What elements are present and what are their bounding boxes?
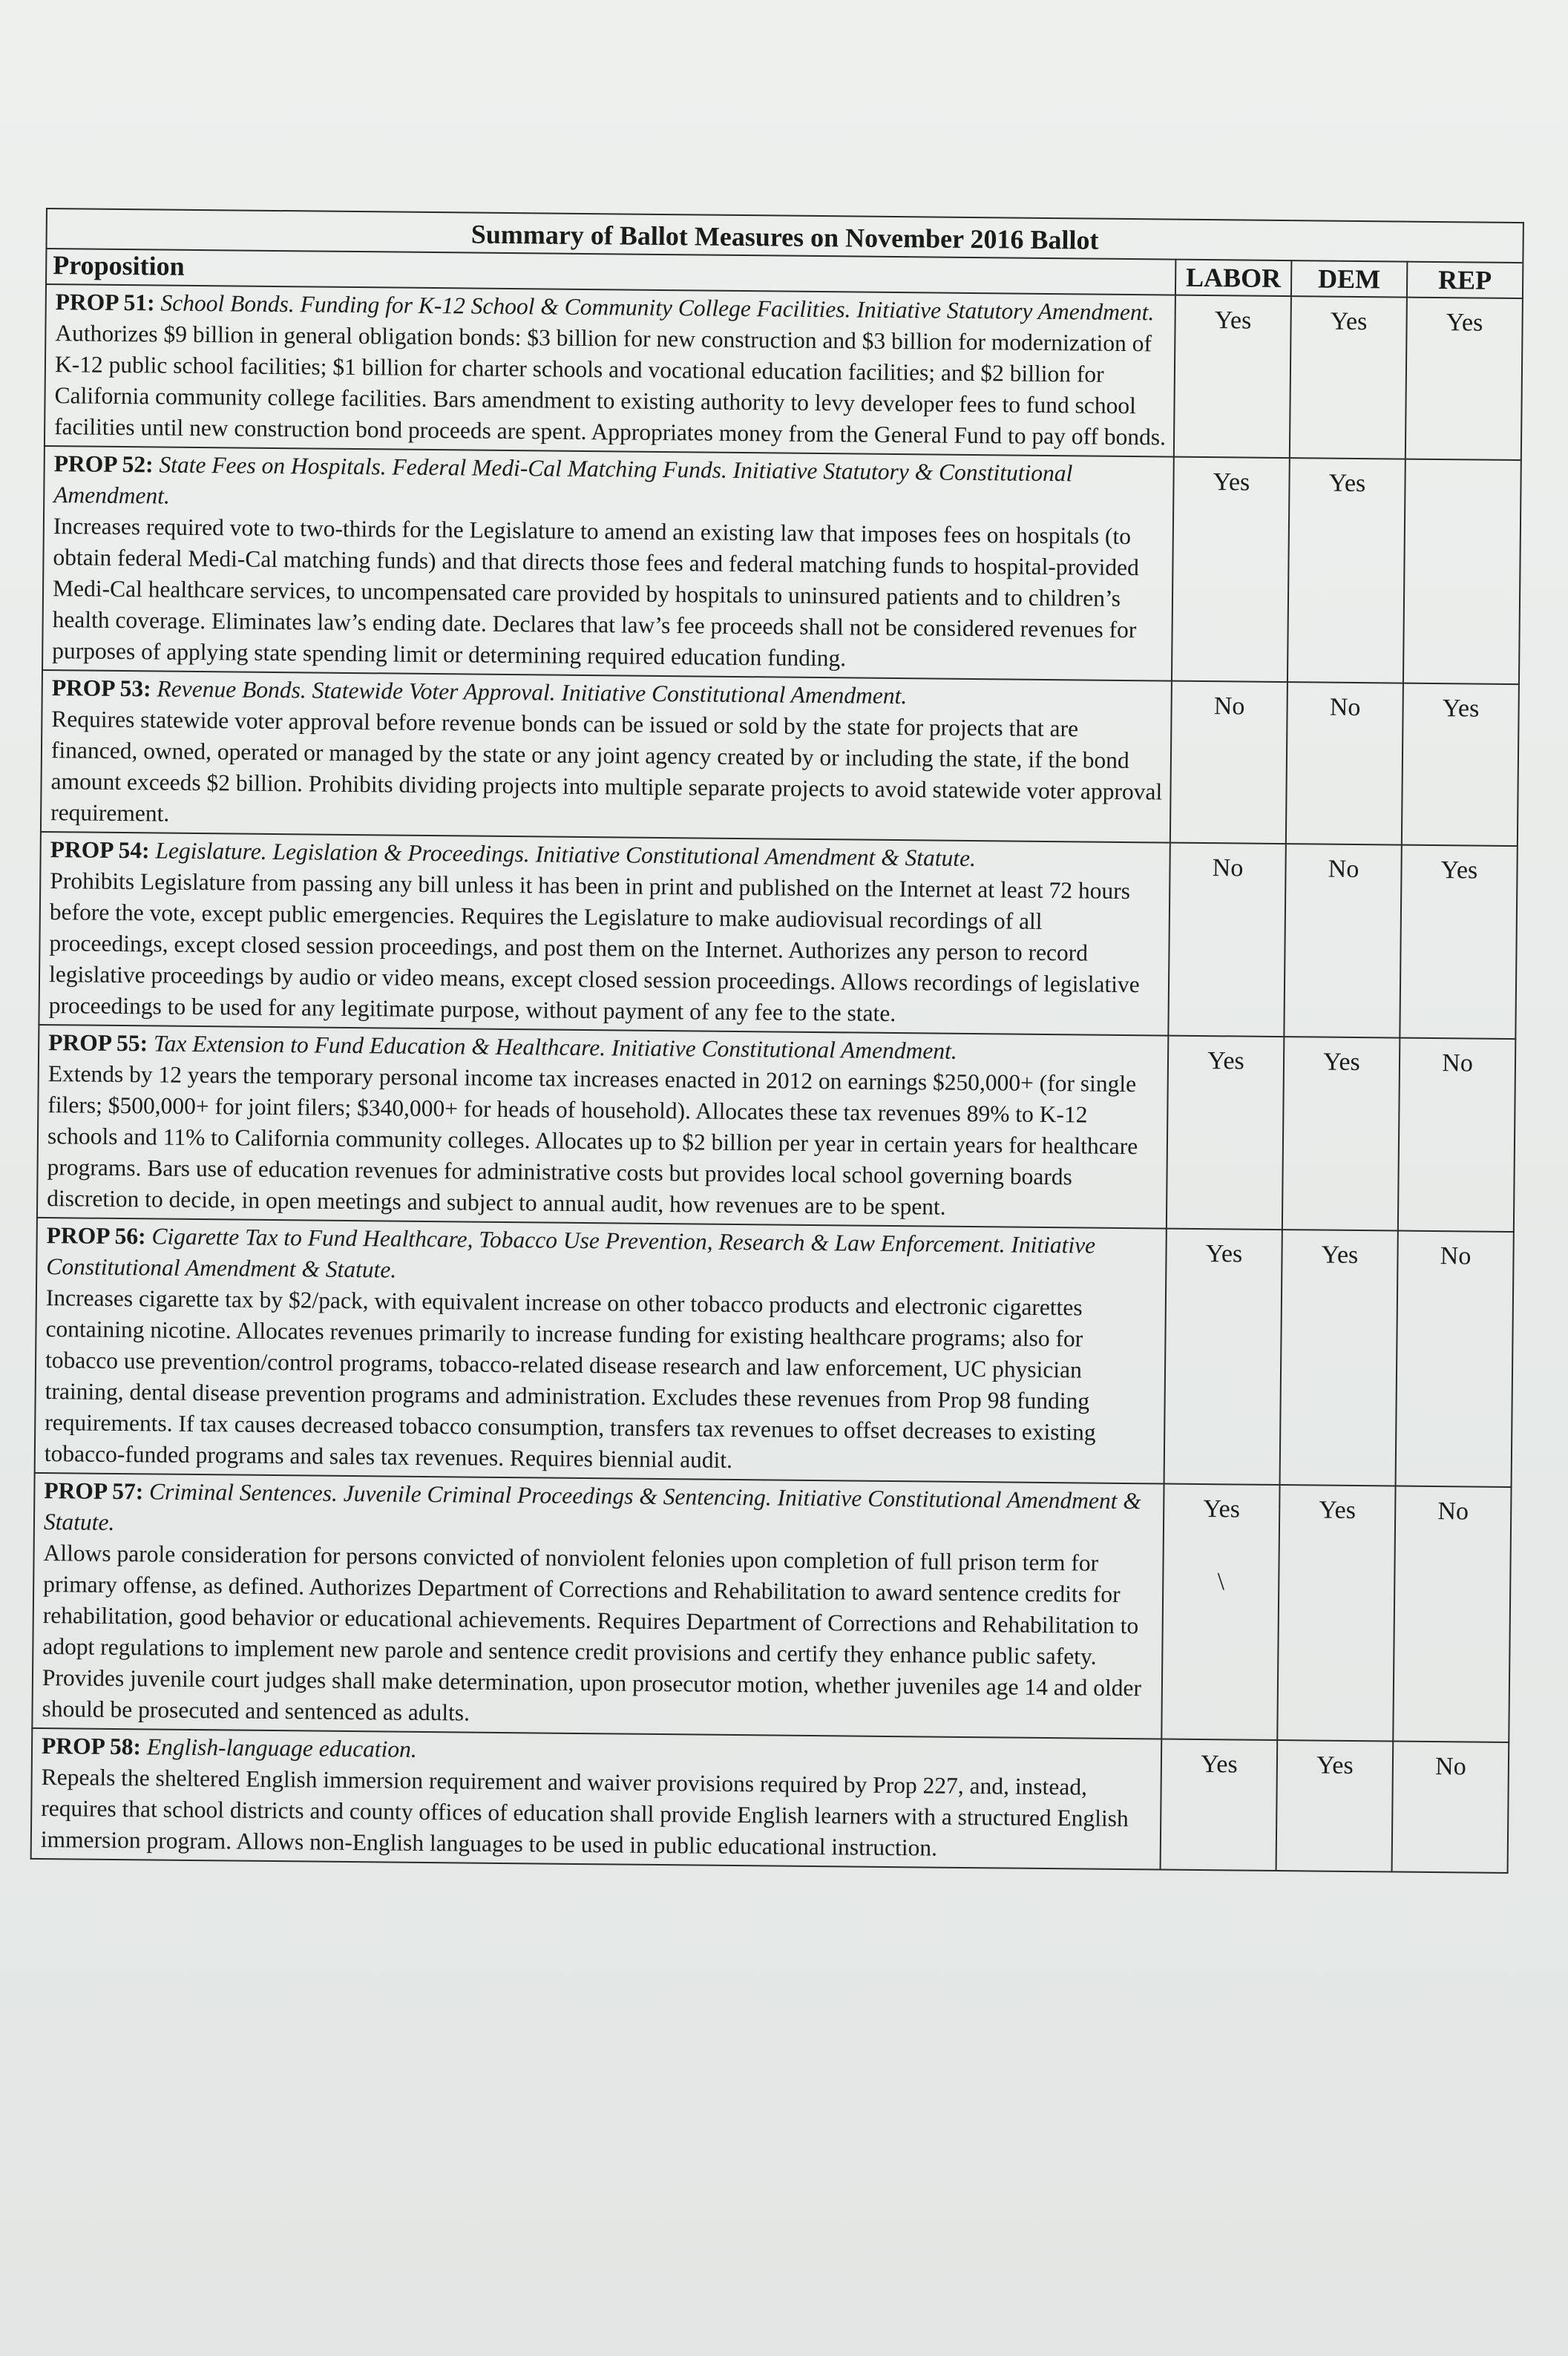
header-proposition: Proposition [46, 249, 1175, 295]
proposition-cell [37, 1025, 1168, 1229]
proposition-cell [39, 832, 1170, 1036]
proposition-title: School Bonds. Funding for K-12 School & Community College Facilities. Initiative Statutory Amendment. [160, 289, 1155, 326]
dem-vote: No [1286, 682, 1403, 844]
proposition-description: Authorizes $9 billion in general obligation bonds: $3 billion for new construction and $3 billion for modernization of K-12 public school facilities; $1 billion for charter schools and vocational education facilities; and $2 billion for California community college facilities. Bars amendment to existing authority to levy developer fees to fund school facilities until new construction bond proceeds are spent. Appropriates money from the General Fund to pay off bonds. [54, 320, 1167, 450]
dem-vote: Yes [1287, 458, 1405, 683]
dem-vote: Yes [1282, 1037, 1400, 1230]
header-dem: DEM [1291, 260, 1407, 297]
rep-vote: Yes [1405, 298, 1523, 460]
dem-vote: Yes [1277, 1485, 1395, 1741]
proposition-description: Prohibits Legislature from passing any bill unless it has been in print and published on the Internet at least 72 hours before the vote, except public emergencies. Requires the Legislature to make audiovisual recordings of all proceedings, except closed session proceedings, and post them on the Internet. Authorizes any person to record legislative proceedings by audio or video means, except closed session proceedings. Allows recordings of legislative proceedings to be used for any legitimate purpose, without payment of any fee to the state. [48, 867, 1140, 1027]
proposition-number: PROP 57: [44, 1477, 144, 1505]
labor-vote: Yes [1167, 1036, 1284, 1230]
proposition-number: PROP 58: [41, 1733, 142, 1760]
labor-vote: Yes [1172, 457, 1290, 682]
labor-vote: Yes [1164, 1229, 1282, 1485]
rep-vote [1403, 459, 1521, 684]
labor-vote-cell [1161, 1484, 1279, 1740]
labor-vote: Yes [1203, 1495, 1241, 1523]
proposition-number: PROP 54: [50, 836, 150, 864]
proposition-description: Repeals the sheltered English immersion requirement and waiver provisions required by Prop 227, and, instead, requires that school districts and county offices of education shall provide English learners with a structured English immersion program. Allows non-English languages to be used in public educational instruction. [40, 1764, 1129, 1861]
proposition-number: PROP 55: [48, 1029, 148, 1057]
proposition-cell [42, 446, 1174, 681]
table-row-prop-58 [31, 1728, 1509, 1873]
ballot-measures-table [30, 208, 1524, 1874]
proposition-number: PROP 52: [53, 450, 154, 478]
table-row-prop-53 [41, 670, 1519, 846]
table-row-prop-54 [39, 832, 1517, 1039]
proposition-number: PROP 56: [46, 1222, 146, 1250]
table-title: Summary of Ballot Measures on November 2016 Ballot [46, 209, 1523, 263]
table-row-prop-57 [32, 1473, 1511, 1742]
proposition-cell [35, 1218, 1167, 1484]
table-row-prop-55 [37, 1025, 1515, 1232]
table-row-prop-51 [45, 284, 1523, 460]
labor-vote: Yes [1174, 295, 1291, 458]
proposition-title: State Fees on Hospitals. Federal Medi-Cal Matching Funds. Initiative Statutory & Constitutional Amendment. [53, 451, 1073, 509]
dem-vote: No [1284, 844, 1401, 1037]
proposition-title: Criminal Sentences. Juvenile Criminal Proceedings & Sentencing. Initiative Constitutional Amendment & Statute. [43, 1478, 1142, 1535]
proposition-title: Legislature. Legislation & Proceedings. Initiative Constitutional Amendment & Statute. [155, 837, 977, 872]
rep-vote: No [1393, 1486, 1511, 1742]
proposition-heading [46, 1220, 1160, 1293]
proposition-cell [31, 1728, 1162, 1870]
proposition-cell [32, 1473, 1164, 1739]
proposition-cell [41, 670, 1172, 843]
rep-vote: Yes [1400, 845, 1517, 1039]
proposition-description: Increases required vote to two-thirds for the Legislature to amend an existing law that imposes fees on hospitals (to obtain federal Medi-Cal matching funds) and that directs those fees and federal matching funds to hospital-provided Medi-Cal healthcare services, to uncompensated care provided by hospitals to uninsured patients and to children’s health coverage. Eliminates law’s ending date. Declares that law’s fee proceeds shall not be considered revenues for purposes of applying state spending limit or determining required education funding. [52, 513, 1140, 672]
proposition-heading [53, 448, 1167, 521]
labor-vote: No [1168, 843, 1285, 1037]
proposition-title: Tax Extension to Fund Education & Healthcare. Initiative Constitutional Amendment. [153, 1030, 957, 1064]
rep-vote: No [1392, 1742, 1509, 1873]
proposition-title: English-language education. [146, 1733, 417, 1762]
dem-vote: Yes [1290, 296, 1407, 459]
rep-vote: No [1398, 1038, 1515, 1232]
proposition-description: Increases cigarette tax by $2/pack, with equivalent increase on other tobacco products and electronic cigarettes containing nicotine. Allocates revenues primarily to increase funding for existing healthcare programs; also for tobacco use prevention/control programs, tobacco-related disease research and law enforcement, UC physician training, dental disease prevention programs and administration. Excludes these revenues from Prop 98 funding requirements. If tax causes decreased tobacco consumption, transfers tax revenues to offset decreases to existing tobacco-funded programs and sales tax revenues. Requires biennial audit. [44, 1284, 1096, 1473]
header-labor: LABOR [1175, 260, 1291, 296]
dem-vote: Yes [1280, 1230, 1398, 1486]
stray-pen-mark: \ [1217, 1568, 1225, 1596]
dem-vote: Yes [1276, 1740, 1394, 1871]
proposition-title: Revenue Bonds. Statewide Voter Approval. Initiative Constitutional Amendment. [157, 675, 908, 709]
proposition-title: Cigarette Tax to Fund Healthcare, Tobacco Use Prevention, Research & Law Enforcement. Initiative Constitutional Amendment & Statute. [46, 1223, 1096, 1283]
proposition-description: Requires statewide voter approval before revenue bonds can be issued or sold by the state for projects that are financed, owned, operated or managed by the state or any joint agency created by or including the state, if the bond amount exceeds $2 billion. Prohibits dividing projects into multiple separate projects to avoid statewide voter approval requirement. [50, 706, 1163, 827]
proposition-cell [45, 284, 1175, 457]
labor-vote: No [1170, 681, 1287, 844]
proposition-number: PROP 51: [55, 289, 155, 316]
header-rep: REP [1407, 262, 1523, 298]
proposition-number: PROP 53: [51, 675, 151, 702]
ballot-summary-sheet [30, 208, 1523, 1874]
table-row-prop-52 [42, 446, 1521, 684]
proposition-description: Allows parole consideration for persons convicted of nonviolent felonies upon completion of full prison term for primary offense, as defined. Authorizes Department of Corrections and Rehabilitation to award sentence credits for rehabilitation, good behavior or educational achievements. Requires Department of Corrections and Rehabilitation to adopt regulations to implement new parole and sentence credit provisions and certify they enhance public safety. Provides juvenile court judges shall make determination, upon prosecutor motion, whether juveniles age 14 and older should be prosecuted and sentenced as adults. [42, 1540, 1142, 1726]
labor-vote: Yes [1161, 1739, 1278, 1871]
rep-vote: Yes [1402, 683, 1519, 846]
proposition-heading [44, 1475, 1158, 1548]
rep-vote: No [1396, 1231, 1514, 1487]
table-row-prop-56 [35, 1218, 1514, 1487]
proposition-description: Extends by 12 years the temporary personal income tax increases enacted in 2012 on earnings $250,000+ (for single filers; $500,000+ for joint filers; $340,000+ for heads of household). Allocates these tax revenues 89% to K-12 schools and 11% to California community colleges. Allocates up to $2 billion per year in certain years for healthcare programs. Bars use of education revenues for administrative costs but provides local school governing boards discretion to decide, in open meetings and subject to annual audit, how revenues are to be spent. [47, 1060, 1138, 1220]
